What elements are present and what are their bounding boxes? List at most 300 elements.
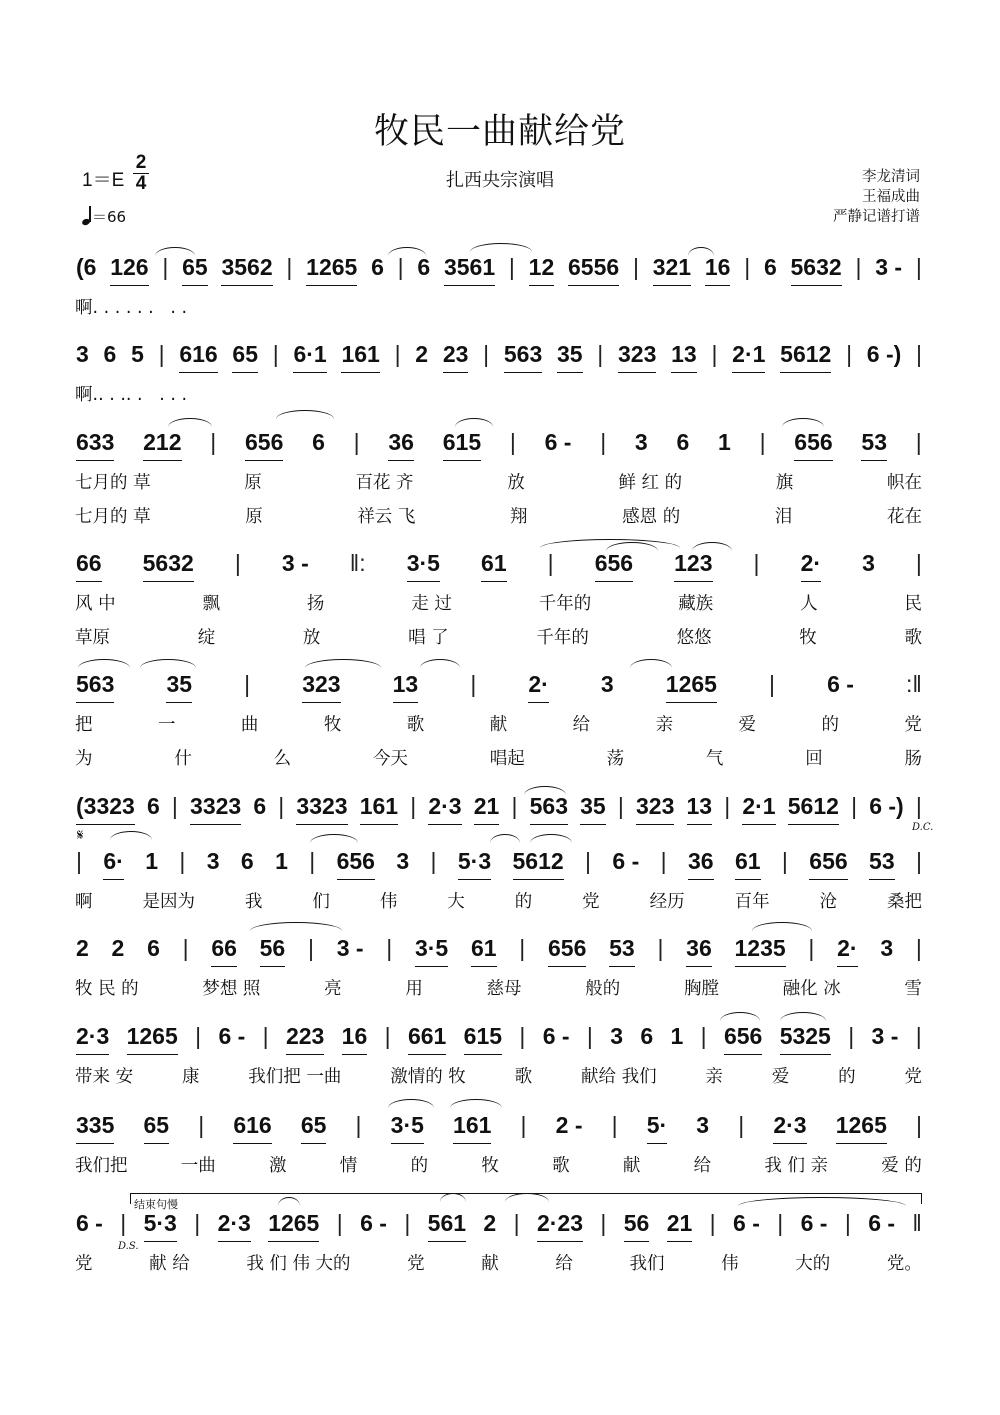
note-group: 5 [131, 340, 144, 367]
beam-underline [801, 581, 821, 583]
note-group: 65 [301, 1112, 327, 1139]
note-group: 5612 [780, 341, 831, 368]
composer-credit: 王福成曲 [862, 189, 920, 205]
note-group: 5·3 [458, 848, 491, 875]
beam-underline [836, 1143, 887, 1145]
note-group: 3323 [190, 793, 241, 820]
note-group: 2·3 [428, 793, 461, 820]
lyric-text: 飘 [202, 593, 220, 614]
note-group: 6 [146, 792, 160, 819]
note-group: 656 [245, 429, 283, 456]
lyric-text: 党 [75, 1253, 93, 1274]
note-group: 2 [76, 934, 89, 961]
lyric-text: 梦想 照 [202, 978, 261, 999]
beam-underline [453, 1143, 491, 1145]
lyric-text: 泪 [774, 506, 793, 527]
note-group: 335 [76, 1112, 114, 1139]
note-group: (6 [76, 253, 97, 280]
note-group: 6 - [827, 670, 854, 697]
transcriber-credit: 严静记谱打谱 [833, 209, 920, 225]
quarter-note-icon [82, 207, 92, 225]
beam-underline [76, 1143, 114, 1145]
barline: | [738, 1111, 745, 1138]
note-group: 126 [110, 254, 148, 281]
lyric-text: 我们把 一曲 [248, 1066, 342, 1087]
note-group: 23 [443, 341, 469, 368]
beam-underline [143, 460, 181, 462]
beam-underline [443, 460, 481, 462]
beam-underline [306, 285, 357, 287]
beam-underline [481, 581, 507, 583]
note-group: 21 [667, 1210, 693, 1237]
slur-mark [310, 834, 358, 843]
beam-underline [557, 372, 583, 374]
beam-underline [233, 1143, 271, 1145]
lyric-row [75, 293, 922, 319]
lyric-text: 大 [447, 891, 465, 912]
lyric-text: 的 [514, 891, 533, 912]
lyric-text: 党。 [886, 1253, 922, 1274]
lyric-text: 悠悠 [676, 627, 712, 648]
note-group: 2·3 [218, 1210, 251, 1237]
beam-underline [268, 1241, 319, 1243]
beam-underline [513, 879, 564, 881]
beam-underline [218, 1241, 251, 1243]
beam-underline [674, 581, 712, 583]
note-group: 3 - [871, 1022, 899, 1049]
note-group: 1 [670, 1022, 684, 1049]
note-group: 2·1 [742, 793, 775, 820]
note-group: 656 [548, 935, 586, 962]
note-group: 13 [687, 793, 713, 820]
beam-underline [76, 702, 114, 704]
note-group: 6 [417, 253, 431, 280]
barline: | [404, 1209, 411, 1236]
barline: ‖ [912, 1209, 922, 1236]
barline: | [808, 934, 815, 961]
note-group: 2·23 [537, 1210, 583, 1237]
barline: | [355, 1111, 362, 1138]
note-group: 56 [260, 935, 286, 962]
barline: | [600, 1209, 607, 1236]
lyric-text: 慈母 [486, 978, 522, 999]
note-group: 323 [636, 793, 674, 820]
note-group: 66 [211, 935, 237, 962]
note-group: 61 [481, 550, 507, 577]
barline: | [711, 340, 718, 367]
note-group: 615 [464, 1023, 502, 1050]
lyric-text: 放 [507, 472, 525, 493]
lyric-row [75, 744, 922, 770]
beam-underline [732, 372, 765, 374]
lyric-text: 牧 [799, 627, 817, 648]
beam-underline [724, 1054, 762, 1056]
beam-underline [671, 372, 697, 374]
lyric-text: 情 [339, 1155, 358, 1176]
barline: | [234, 549, 241, 576]
barline: | [759, 428, 766, 455]
beam-underline [568, 285, 619, 287]
beam-underline [260, 966, 286, 968]
note-group: 563 [530, 793, 568, 820]
barline: | [171, 792, 178, 819]
lyric-text: 么 [273, 748, 292, 769]
lyric-text: 亮 [324, 978, 342, 999]
lyric-text: 党 [904, 1066, 922, 1087]
note-group: 1265 [836, 1112, 887, 1139]
beam-underline [293, 372, 326, 374]
barline: | [744, 253, 751, 280]
note-group: 1265 [666, 671, 717, 698]
barline: | [851, 792, 858, 819]
lyric-text: 沧 [819, 891, 838, 912]
lyric-text: 百年 [734, 891, 770, 912]
barline: | [513, 1209, 520, 1236]
beam-underline [618, 372, 656, 374]
lyric-text: 把 [75, 714, 93, 735]
lyric-text: 七月的 草 [75, 472, 151, 493]
beam-underline [735, 879, 761, 881]
singer-credit: 扎西央宗演唱 [446, 170, 554, 191]
lyric-text: 给 [693, 1155, 712, 1176]
note-group: 13 [393, 671, 419, 698]
music-line [0, 928, 1000, 968]
beam-underline [211, 966, 237, 968]
barline: | [278, 792, 285, 819]
barline: | [309, 847, 316, 874]
lyric-text: 翔 [510, 506, 528, 527]
note-group: 3 - [875, 253, 903, 280]
barline: ‖: [349, 549, 366, 576]
beam-underline [393, 702, 419, 704]
beam-underline [537, 1241, 583, 1243]
barline: | [915, 253, 922, 280]
beam-underline [444, 285, 495, 287]
note-group: 6·1 [293, 341, 326, 368]
note-group: 616 [179, 341, 217, 368]
note-group: 3 [76, 340, 89, 367]
note-group: 3323 [296, 793, 347, 820]
barline: | [353, 428, 360, 455]
slur-mark [530, 834, 572, 843]
music-line [0, 422, 1000, 462]
barline: | [410, 792, 417, 819]
lyric-text: 雪 [904, 978, 922, 999]
beam-underline [144, 1241, 177, 1243]
note-group: 161 [341, 341, 379, 368]
barline: | [753, 549, 760, 576]
barline: | [600, 428, 607, 455]
note-group: 6 [253, 792, 267, 819]
note-group: 6 - [868, 1209, 896, 1236]
slur-mark [305, 659, 381, 668]
lyric-text: 我们把 [75, 1155, 128, 1176]
barline: | [846, 340, 853, 367]
beam-underline [143, 581, 194, 583]
ending-note: 结束句慢 [134, 1198, 178, 1211]
lyric-text: 我 们 伟 大的 [246, 1253, 351, 1274]
note-group: 1 [718, 428, 731, 455]
barline: | [244, 670, 251, 697]
beam-underline [869, 879, 895, 881]
slur-mark [630, 659, 672, 668]
beam-underline [232, 372, 258, 374]
note-group: 3 - [281, 549, 309, 576]
slur-mark [470, 243, 532, 252]
barline: | [916, 847, 922, 874]
note-group: 1235 [735, 935, 786, 962]
beam-underline [580, 824, 606, 826]
beam-underline [647, 1143, 667, 1145]
beam-underline [624, 1241, 650, 1243]
note-group: 2· [801, 550, 821, 577]
slur-mark [450, 1099, 502, 1108]
lyric-text: 旗 [775, 472, 794, 493]
beam-underline [686, 966, 712, 968]
lyric-row [75, 1249, 922, 1275]
barline: | [286, 253, 293, 280]
barline: | [394, 340, 401, 367]
lyric-text: 藏族 [678, 593, 714, 614]
note-group: 6 [147, 934, 160, 961]
note-group: 323 [302, 671, 340, 698]
lyric-row [75, 974, 922, 1000]
barline: | [915, 934, 922, 961]
note-group: 2 [111, 934, 125, 961]
slur-mark [780, 1012, 826, 1021]
slur-mark [420, 659, 460, 668]
note-group: 6556 [568, 254, 619, 281]
slur-mark [276, 410, 334, 419]
beam-underline [190, 824, 241, 826]
barline: | [617, 792, 624, 819]
note-group: 3 [600, 670, 614, 697]
note-group: 6 - [544, 428, 572, 455]
note-group: 53 [869, 848, 895, 875]
lyric-text: 歌 [552, 1155, 570, 1176]
barline: | [916, 1111, 922, 1138]
ending-bracket [130, 1193, 922, 1204]
slur-mark [250, 922, 342, 931]
notation-row [76, 334, 922, 374]
note-group: 35 [557, 341, 583, 368]
barline: | [660, 847, 667, 874]
barline: | [915, 549, 922, 576]
note-group: 5· [647, 1112, 667, 1139]
music-line [0, 786, 1000, 826]
barline: | [509, 428, 516, 455]
note-group: 5612 [788, 793, 839, 820]
beam-underline [110, 285, 148, 287]
beam-underline [76, 824, 135, 826]
lyric-text: 百花 齐 [355, 472, 414, 493]
note-group: 656 [809, 848, 847, 875]
beam-underline [76, 581, 102, 583]
lyric-text: 走 过 [411, 593, 452, 614]
note-group: 5325 [780, 1023, 831, 1050]
barline: | [848, 1022, 855, 1049]
lyric-text: 激情的 牧 [390, 1066, 466, 1087]
lyric-text: 献 [489, 714, 508, 735]
slur-mark [388, 1099, 434, 1108]
note-group: 1265 [127, 1023, 178, 1050]
barline: | [700, 1022, 707, 1049]
lyric-text: 千年的 [536, 627, 589, 648]
note-group: 65 [232, 341, 258, 368]
note-group: 2· [837, 935, 857, 962]
barline: | [179, 847, 186, 874]
lyric-text: 回 [805, 748, 823, 769]
note-group: 53 [861, 429, 887, 456]
beam-underline [687, 824, 713, 826]
ds-marking: D.S. [118, 1241, 139, 1252]
barline: | [519, 1022, 526, 1049]
lyric-text: 千年的 [538, 593, 592, 614]
beam-underline [548, 966, 586, 968]
barline: | [470, 670, 477, 697]
note-group: 36 [388, 429, 414, 456]
lyric-text: 感恩 的 [622, 506, 681, 527]
beam-underline [458, 879, 491, 881]
note-group: 656 [595, 550, 633, 577]
beam-underline [286, 1054, 324, 1056]
barline: | [198, 1111, 205, 1138]
note-group: 12 [529, 254, 555, 281]
lyric-text: 曲 [240, 714, 259, 735]
note-group: 3 [880, 934, 894, 961]
barline: | [262, 1022, 269, 1049]
barline: | [709, 1209, 716, 1236]
beam-underline [528, 702, 548, 704]
barline: | [777, 1209, 784, 1236]
lyric-text: 帜在 [887, 472, 922, 493]
lyric-text: 歌 [904, 627, 922, 648]
lyric-text: 带来 安 [75, 1066, 134, 1087]
note-group: 6 - [76, 1209, 103, 1236]
lyric-text: 唱起 [489, 748, 525, 769]
barline: | [483, 340, 490, 367]
beam-underline [666, 702, 717, 704]
beam-underline [360, 824, 398, 826]
note-group: 6 - [800, 1209, 828, 1236]
lyric-text: 融化 冰 [782, 978, 841, 999]
slur-mark [752, 922, 812, 931]
tempo-value: ＝66 [92, 208, 127, 226]
note-group: 3 [696, 1111, 710, 1138]
note-group: 36 [686, 935, 712, 962]
note-group: 5632 [143, 550, 194, 577]
barline: | [611, 1111, 618, 1138]
beam-underline [735, 966, 786, 968]
note-group: 16 [342, 1023, 368, 1050]
lyric-text: 我们 [629, 1253, 665, 1274]
notation-row [76, 1105, 922, 1145]
note-group: 16 [705, 254, 731, 281]
lyric-text: 的 [410, 1155, 429, 1176]
lyric-text: 啊.. . .. . . . . [75, 384, 188, 405]
lyric-text: 党 [407, 1253, 425, 1274]
barline: | [76, 847, 82, 874]
beam-underline [791, 285, 842, 287]
note-group: 61 [471, 935, 497, 962]
beam-underline [530, 824, 568, 826]
lyric-text: 扬 [306, 593, 325, 614]
lyric-row [75, 623, 922, 649]
note-group: 6 - [733, 1209, 760, 1236]
barline: | [781, 847, 788, 874]
beam-underline [76, 460, 114, 462]
note-group: 3·5 [407, 550, 440, 577]
note-group: 5632 [791, 254, 842, 281]
music-line [0, 1016, 1000, 1056]
barline: | [386, 934, 393, 961]
note-group: 1265 [306, 254, 357, 281]
beam-underline [780, 1054, 831, 1056]
beam-underline [788, 824, 839, 826]
barline: :‖ [906, 670, 922, 697]
music-line [0, 664, 1000, 704]
lyric-text: 我 [244, 891, 263, 912]
beam-underline [296, 824, 347, 826]
beam-underline [809, 879, 847, 881]
barline: | [916, 340, 922, 367]
note-group: 65 [144, 1112, 170, 1139]
note-group: 66 [76, 550, 102, 577]
note-group: 223 [286, 1023, 324, 1050]
beam-underline [529, 285, 555, 287]
note-group: 21 [474, 793, 500, 820]
note-group: 5612 [513, 848, 564, 875]
note-group: 323 [618, 341, 656, 368]
beam-underline [428, 1241, 466, 1243]
note-group: 6 - [612, 847, 640, 874]
slur-mark [782, 418, 824, 427]
notation-row [76, 928, 922, 968]
lyric-text: 爱 [738, 714, 756, 735]
note-group: 35 [166, 671, 192, 698]
key-signature: 1＝E [82, 170, 125, 191]
note-group: 6 -) [866, 340, 902, 367]
note-group: 561 [428, 1210, 466, 1237]
beam-underline [688, 879, 714, 881]
lyric-text: 荡 [606, 748, 625, 769]
beam-underline [182, 285, 208, 287]
barline: | [430, 847, 437, 874]
lyric-text: 为 [75, 748, 93, 769]
lyric-row [75, 380, 922, 406]
beam-underline [794, 460, 832, 462]
barline: | [336, 1209, 343, 1236]
lyric-row [75, 887, 922, 913]
lyric-text: 七月的 草 [75, 506, 151, 527]
note-group: 3 [610, 1022, 624, 1049]
beam-underline [837, 966, 857, 968]
lyric-text: 桑把 [886, 891, 922, 912]
barline: | [586, 1022, 593, 1049]
lyric-text: 花在 [886, 506, 922, 527]
notation-row [76, 786, 922, 826]
lyric-text: 风 中 [75, 593, 116, 614]
notation-row [76, 1016, 922, 1056]
beam-underline [464, 1054, 502, 1056]
beam-underline [388, 460, 414, 462]
note-group: 563 [76, 671, 114, 698]
slur-mark [78, 659, 130, 668]
song-title: 牧民一曲献给党 [373, 112, 626, 152]
beam-underline [337, 879, 375, 881]
lyric-text: 原 [245, 506, 263, 527]
lyric-text: 草原 [75, 627, 110, 648]
